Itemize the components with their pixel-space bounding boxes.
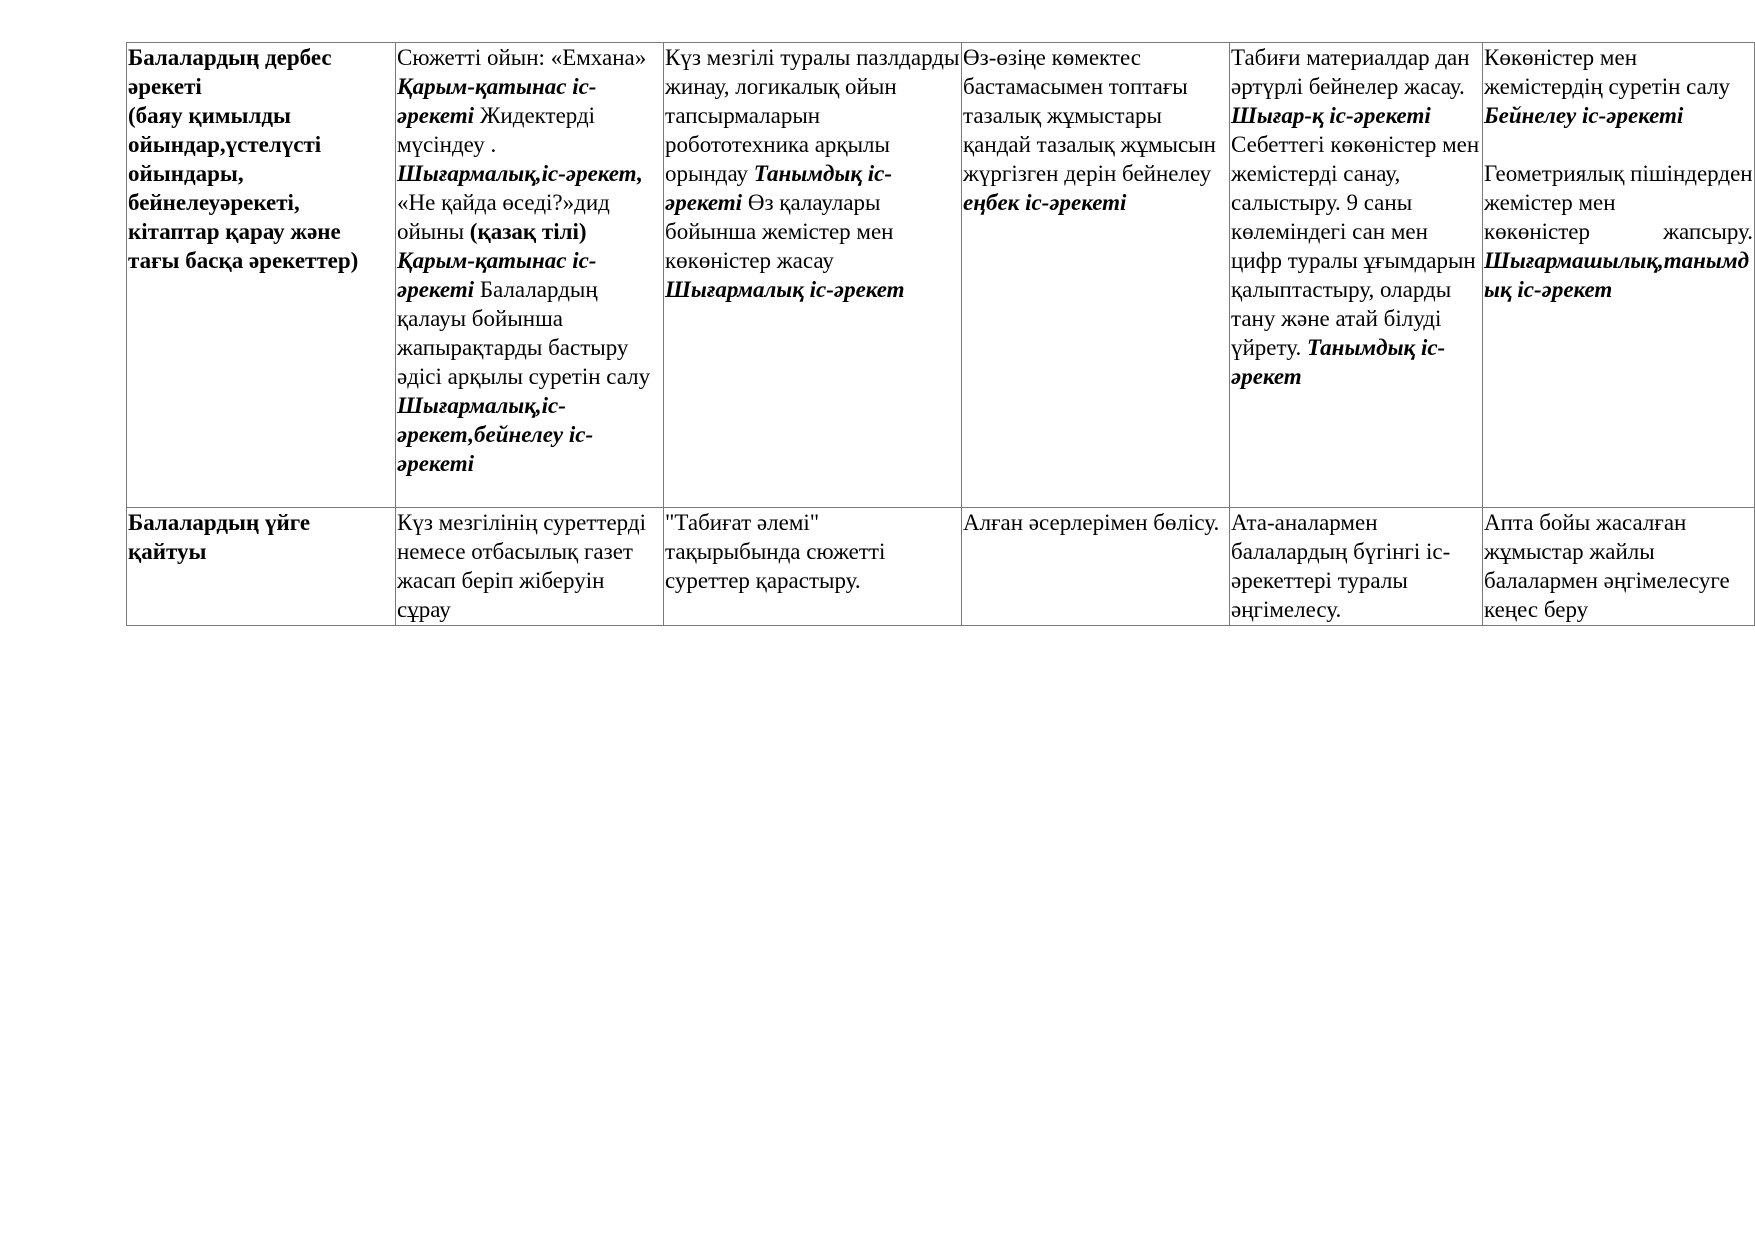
row-header-cell (127, 43, 396, 508)
activity-type: Танымдық іс-әрекет (1231, 335, 1446, 389)
activity-type: еңбек іс-әрекеті (963, 190, 1127, 215)
blank-line (1484, 130, 1753, 159)
activity-type: Қарым-қатынас іс-әрекеті (397, 74, 597, 128)
cell-text: Өз-өзіңе көмектес бастамасымен топтағы тазалық жұмыстары қандай тазалық жұмысын жүргізген дерін бейнелеу (963, 45, 1216, 186)
cell-text: Себеттегі көкөністер мен жемістерді санау, салыстыру. 9 саны көлеміндегі сан мен цифр туралы ұғымдарын қалыптастыру, оларды тану және атай білуді үйрету. (1231, 132, 1480, 360)
table-cell (1483, 508, 1755, 626)
cell-text: Табиғи материалдар дан әртүрлі бейнелер жасау. (1231, 45, 1470, 99)
cell-text: Көкөністер мен жемістердің суретін салу (1484, 45, 1731, 99)
activity-type: Шығар-қ іс-әрекеті (1231, 103, 1431, 128)
schedule-table (126, 42, 1755, 626)
activity-type: Шығармашылық,танымдық іс-әрекет (1484, 248, 1750, 302)
cell-text: Жидектерді мүсіндеу . (397, 103, 596, 157)
cell-text-justified: көкөністер жапсыру. (1484, 219, 1753, 244)
cell-text: Ата-аналармен балалардың бүгінгі іс-әрекеттері туралы әңгімелесу. (1231, 510, 1451, 622)
cell-text: Геометриялық пішіндерден жемістер мен (1484, 161, 1753, 215)
table-cell (1483, 43, 1755, 508)
table-cell (1230, 43, 1483, 508)
activity-type: Танымдық іс-әрекеті (665, 161, 893, 215)
table-cell (664, 43, 962, 508)
cell-text: Күз мезгілі туралы пазлдарды жинау, логикалық ойын тапсырмаларын робототехника арқылы орындау (665, 45, 960, 186)
row-header-title: Балалардың дербес әрекеті (128, 45, 332, 99)
activity-type: Бейнелеу іс-әрекеті (1484, 103, 1684, 128)
activity-type: Шығармалық,іс-әрекет, (397, 161, 643, 186)
activity-type: Шығармалық іс-әрекет (665, 277, 905, 302)
table-row (127, 508, 1755, 626)
row-header-title: Балалардың үйге қайтуы (128, 510, 311, 564)
table-cell (1230, 508, 1483, 626)
row-header-cell (127, 508, 396, 626)
language-note: (қазақ тілі) (469, 219, 587, 244)
cell-text: Күз мезгілінің суреттерді немесе отбасылық газет жасап беріп жіберуін сұрау (397, 510, 646, 622)
cell-text: Алған әсерлерімен бөлісу. (963, 510, 1220, 535)
activity-type: Қарым-қатынас іс-әрекеті (397, 248, 597, 302)
table-cell (396, 508, 664, 626)
table-cell (664, 508, 962, 626)
activity-type: Шығармалық,іс-әрекет,бейнелеу іс-әрекеті (397, 393, 594, 476)
table-row (127, 43, 1755, 508)
table-cell (962, 508, 1230, 626)
row-header-subtitle: (баяу қимылды ойындар,үстелүсті ойындары, бейнелеуәрекеті, кітаптар қарау және тағы басқа әрекеттер) (128, 103, 359, 273)
cell-text: Сюжетті ойын: «Емхана» (397, 45, 647, 70)
table-cell (962, 43, 1230, 508)
cell-text: «Не қайда өседі?»дид ойыны (397, 190, 610, 244)
cell-text: "Табиғат әлемі" тақырыбында сюжетті суреттер қарастыру. (665, 510, 886, 593)
table-cell (396, 43, 664, 508)
cell-text: Өз қалаулары бойынша жемістер мен көкөністер жасау (665, 190, 894, 273)
cell-text: Апта бойы жасалған жұмыстар жайлы балалармен әңгімелесуге кеңес беру (1484, 510, 1730, 622)
cell-text: Балалардың қалауы бойынша жапырақтарды бастыру әдісі арқылы суретін салу (397, 277, 651, 389)
